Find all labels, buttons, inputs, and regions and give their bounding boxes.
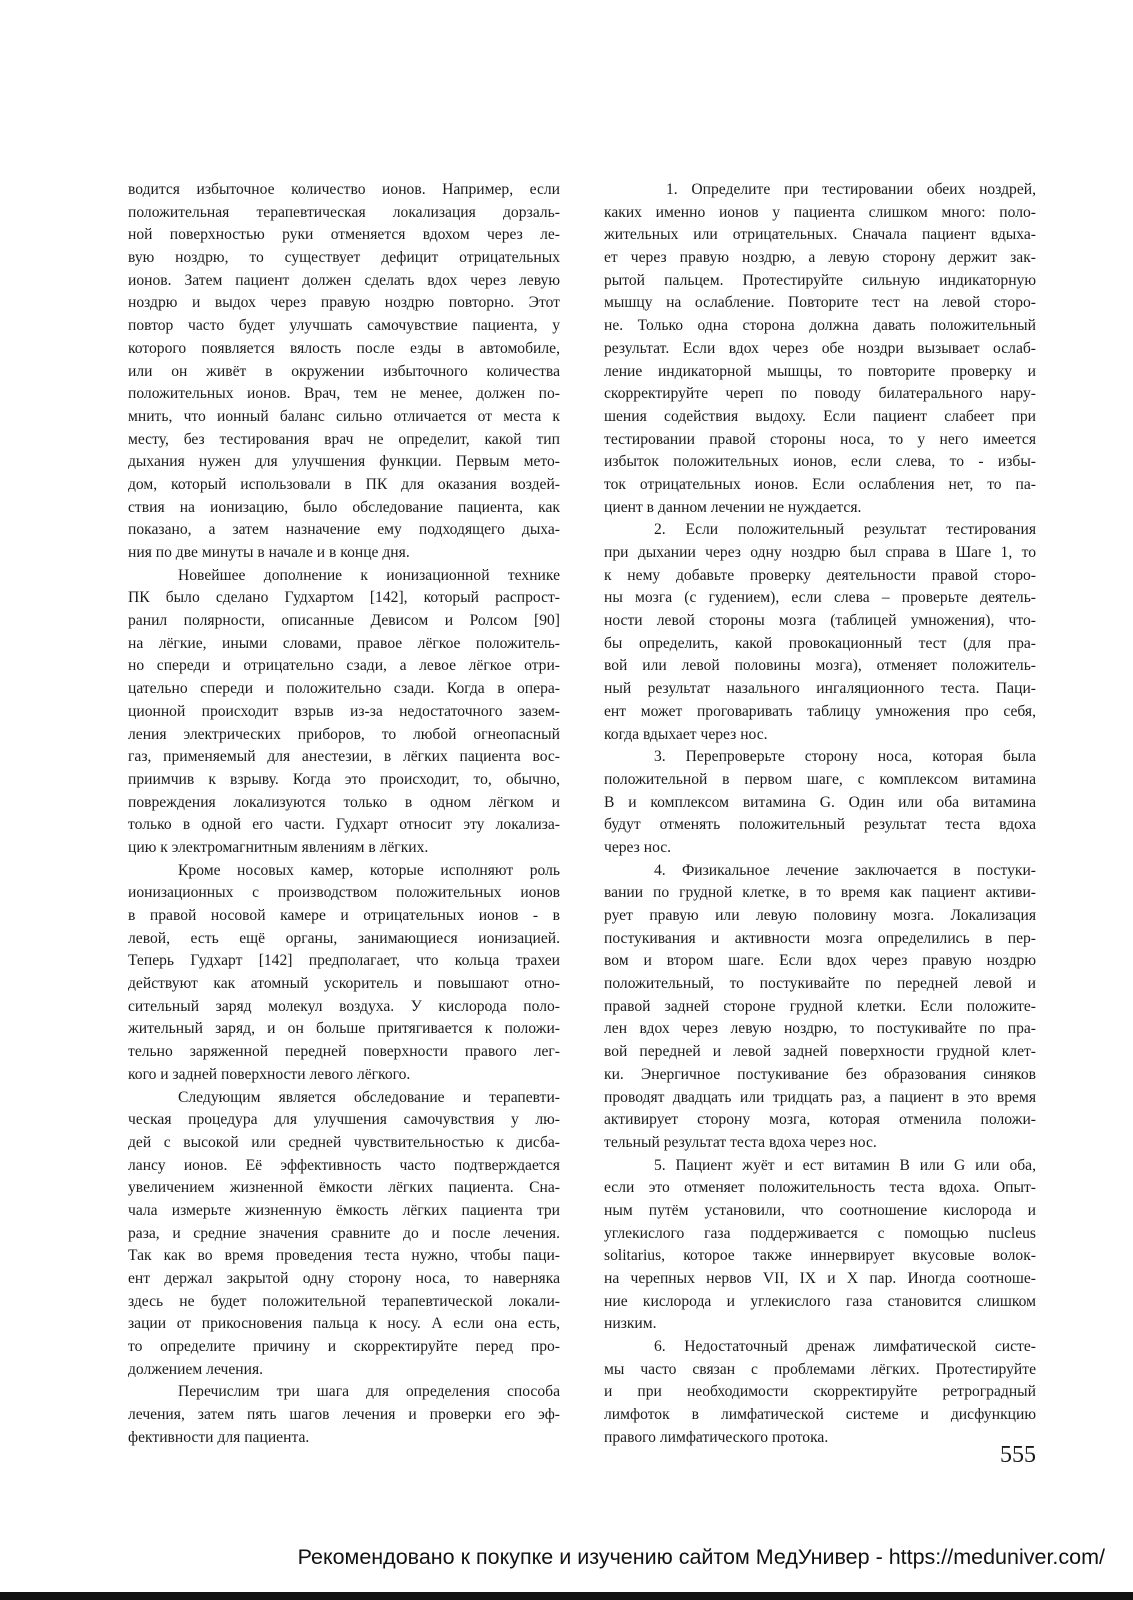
- left-text-column: [128, 179, 560, 1450]
- text-line: ны мозга (с гудением), если слева – проверьте деятель-: [604, 589, 1036, 607]
- text-line: ческая процедура для улучшения самочувствия у лю-: [128, 1111, 560, 1129]
- text-line: ранил полярности, описанные Девисом и Ролсом [90]: [128, 612, 560, 630]
- text-line: solitarius, которое также иннервирует вкусовые волок-: [604, 1247, 1036, 1265]
- text-line: ент может проговаривать таблицу умножения про себя,: [604, 702, 1036, 720]
- text-line: циент в данном лечении не нуждается.: [604, 498, 862, 516]
- text-line: кого и задней поверхности левого лёгкого.: [128, 1065, 411, 1083]
- text-line: тестировании правой стороны носа, то у него имеется: [604, 430, 1036, 448]
- text-line: В и комплексом витамина G. Один или оба витамина: [604, 793, 1036, 811]
- text-line: 2. Если положительный результат тестирования: [654, 521, 1036, 539]
- text-line: постукивания и активности мозга определились в пер-: [604, 929, 1036, 947]
- text-line: ет через правую ноздрю, а левую сторону держит зак-: [604, 249, 1036, 267]
- text-line: ионов. Затем пациент должен сделать вдох через левую: [128, 271, 560, 289]
- text-line: должением лечения.: [128, 1360, 264, 1378]
- text-line: дыхания нужен для улучшения функции. Первым мето-: [128, 453, 560, 471]
- text-line: шения содействия выдоху. Если пациент слабеет при: [604, 407, 1036, 425]
- text-line: раза, и средние значения сравните до и после лечения.: [128, 1224, 560, 1242]
- text-line: на лёгкие, иными словами, правое лёгкое положитель-: [128, 634, 560, 652]
- text-line: лечения, затем пять шагов лечения и проверки его эф-: [128, 1406, 560, 1424]
- text-line: тельный результат теста вдоха через нос.: [604, 1133, 877, 1151]
- text-line: ноздрю и выдох через правую ноздрю повторно. Этот: [128, 294, 560, 312]
- text-line: Так как во время проведения теста нужно, чтобы паци-: [128, 1247, 560, 1265]
- text-line: 3. Перепроверьте сторону носа, которая была: [654, 748, 1036, 766]
- text-line: то определите причину и скорректируйте перед про-: [128, 1338, 560, 1356]
- text-line: действуют как атомный ускоритель и повышают отно-: [128, 975, 560, 993]
- footer-recommendation: Рекомендовано к покупке и изучению сайтом МедУнивер - https://meduniver.com/: [297, 1545, 1105, 1569]
- text-line: вой или левой половины мозга), отменяет положитель-: [604, 657, 1036, 675]
- text-line: здесь не будет положительной терапевтической локали-: [128, 1292, 560, 1310]
- text-line: положительный, то постукивайте по передней левой и: [604, 975, 1036, 993]
- text-line: мнить, что ионный баланс сильно отличается от места к: [128, 407, 560, 425]
- text-line: к нему добавьте проверку деятельности правой сторо-: [604, 566, 1036, 584]
- text-line: скорректируйте череп по поводу билатерального нару-: [604, 385, 1036, 403]
- text-line: положительная терапевтическая локализация дорзаль-: [128, 203, 560, 221]
- text-line: бы определить, какой провокационный тест (для пра-: [604, 634, 1036, 652]
- text-line: показано, а затем назначение ему подходящего дыха-: [128, 521, 560, 539]
- text-line: лен вдох через левую ноздрю, то постукивайте по пра-: [604, 1020, 1036, 1038]
- text-line: левой, есть ещё органы, занимающиеся ионизацией.: [128, 929, 560, 947]
- text-line: Следующим является обследование и терапевти-: [178, 1088, 560, 1106]
- text-line: цательно спереди и положительно сзади. Когда в опера-: [128, 680, 560, 698]
- text-line: ным путём установили, что соотношение кислорода и: [604, 1201, 1036, 1219]
- text-line: в правой носовой камере и отрицательных ионов - в: [128, 907, 560, 924]
- text-line: лансу ионов. Её эффективность часто подтверждается: [128, 1156, 560, 1174]
- text-line: ток отрицательных ионов. Если ослабления нет, то па-: [604, 475, 1036, 493]
- text-line: правой задней стороне грудной клетки. Если положите-: [604, 997, 1036, 1015]
- text-line: если это отменяет положительность теста вдоха. Опыт-: [604, 1179, 1036, 1197]
- text-line: дей с высокой или средней чувствительностью к дисба-: [128, 1133, 560, 1151]
- text-line: ент держал закрытой одну сторону носа, то наверняка: [128, 1270, 560, 1287]
- scan-bottom-edge: [0, 1592, 1133, 1600]
- text-line: 5. Пациент жуёт и ест витамин В или G или оба,: [654, 1156, 1036, 1174]
- text-line: чала измерьте жизненную ёмкость лёгких пациента три: [128, 1201, 560, 1219]
- text-line: положительной в первом шаге, с комплексом витамина: [604, 770, 1036, 788]
- text-line: ки. Энергичное постукивание без образования синяков: [604, 1065, 1036, 1083]
- text-line: ный результат назального ингаляционного теста. Паци-: [604, 680, 1036, 698]
- text-line: приимчив к взрыву. Когда это происходит, то, обычно,: [128, 770, 560, 788]
- text-line: лимфоток в лимфатической системе и дисфункцию: [604, 1406, 1036, 1424]
- text-line: при дыхании через одну ноздрю был справа в Шаге 1, то: [604, 544, 1036, 561]
- text-line: углекислого газа поддерживается с помощью nucleus: [604, 1224, 1036, 1242]
- text-line: низким.: [604, 1315, 657, 1333]
- text-line: увеличением жизненной ёмкости лёгких пациента. Сна-: [128, 1179, 560, 1197]
- text-line: Новейшее дополнение к ионизационной технике: [178, 566, 560, 584]
- text-line: ление индикаторной мышцы, то повторите проверку и: [604, 362, 1036, 380]
- text-line: вую ноздрю, то существует дефицит отрицательных: [128, 249, 560, 267]
- text-line: будут отменять положительный результат теста вдоха: [604, 816, 1036, 834]
- text-line: Теперь Гудхарт [142] предполагает, что кольца трахеи: [128, 952, 560, 970]
- text-line: жительных или отрицательных. Сначала пациент вдыха-: [604, 226, 1036, 244]
- text-line: ционной происходит взрыв из-за недостаточного зазем-: [128, 702, 560, 720]
- text-line: не. Только одна сторона должна давать положительный: [604, 317, 1036, 335]
- text-line: положительных ионов. Врач, тем не менее, должен по-: [128, 385, 560, 403]
- text-line: тельно заряженной передней поверхности правого лег-: [128, 1043, 560, 1061]
- text-line: ствия на ионизацию, было обследование пациента, как: [128, 498, 560, 516]
- text-line: мышцу на ослабление. Повторите тест на левой сторо-: [604, 294, 1036, 312]
- text-line: только в одной его части. Гудхарт относит эту локализа-: [128, 816, 560, 834]
- text-line: ной поверхностью руки отменяется вдохом через ле-: [128, 226, 560, 244]
- page-number: 555: [1000, 1442, 1036, 1468]
- text-line: но спереди и отрицательно сзади, а левое лёгкое отри-: [128, 657, 560, 675]
- text-line: Перечислим три шага для определения способа: [178, 1383, 560, 1401]
- text-line: вом и втором шаге. Если вдох через правую ноздрю: [604, 952, 1036, 970]
- text-line: месту, без тестирования врач не определит, какой тип: [128, 430, 560, 448]
- text-line: и при необходимости скорректируйте ретроградный: [604, 1383, 1036, 1401]
- text-line: сительный заряд молекул воздуха. У кислорода поло-: [128, 997, 560, 1015]
- text-line: правого лимфатического протока.: [604, 1428, 829, 1446]
- text-line: дом, который использовали в ПК для оказания воздей-: [128, 475, 560, 493]
- text-line: фективности для пациента.: [128, 1428, 310, 1446]
- text-line: Кроме носовых камер, которые исполняют роль: [178, 861, 560, 879]
- text-line: жительный заряд, и он больше притягивается к положи-: [128, 1020, 560, 1038]
- text-line: ПК было сделано Гудхартом [142], который распрост-: [128, 589, 560, 607]
- text-line: через нос.: [604, 838, 672, 856]
- text-line: мы часто связан с проблемами лёгких. Протестируйте: [604, 1360, 1036, 1378]
- text-line: ионизационных с производством положительных ионов: [128, 884, 560, 902]
- text-line: когда вдыхает через нос.: [604, 725, 768, 743]
- text-line: вой передней и левой задней поверхности грудной клет-: [604, 1043, 1036, 1061]
- text-line: повреждения локализуются только в одном лёгком и: [128, 793, 560, 811]
- text-line: водится избыточное количество ионов. Например, если: [128, 181, 560, 198]
- text-line: цию к электромагнитным явлениям в лёгких.: [128, 838, 429, 856]
- text-line: газ, применяемый для анестезии, в лёгких пациента вос-: [128, 748, 560, 766]
- text-line: зации от прикосновения пальца к носу. А если она есть,: [128, 1315, 560, 1333]
- text-line: вании по грудной клетке, в то время как пациент активи-: [604, 884, 1036, 902]
- text-line: повтор часто будет улучшать самочувствие пациента, у: [128, 317, 560, 335]
- text-line: проводят двадцать или тридцать раз, а пациент в это время: [604, 1088, 1036, 1106]
- text-line: 1. Определите при тестировании обеих ноздрей,: [666, 181, 1036, 198]
- text-line: ние кислорода и углекислого газа становится слишком: [604, 1292, 1036, 1310]
- text-line: результат. Если вдох через обе ноздри вызывает ослаб-: [604, 339, 1036, 357]
- text-line: которого появляется вялость после езды в автомобиле,: [128, 339, 560, 357]
- text-line: 4. Физикальное лечение заключается в постуки-: [654, 861, 1036, 879]
- text-line: избыток положительных ионов, если слева, то - избы-: [604, 453, 1036, 471]
- text-line: рытой пальцем. Протестируйте сильную индикаторную: [604, 271, 1036, 289]
- text-line: активирует сторону мозга, которая отменила положи-: [604, 1111, 1036, 1129]
- text-line: 6. Недостаточный дренаж лимфатической систе-: [654, 1338, 1036, 1356]
- text-line: каких именно ионов у пациента слишком много: поло-: [604, 203, 1036, 221]
- text-line: на черепных нервов VII, IX и X пар. Иногда соотноше-: [604, 1270, 1036, 1287]
- text-line: рует правую или левую половину мозга. Локализация: [604, 907, 1036, 924]
- text-line: ности левой стороны мозга (таблицей умножения), что-: [604, 612, 1036, 630]
- text-line: или он живёт в окружении избыточного количества: [128, 362, 560, 380]
- right-text-column: [604, 179, 1036, 1450]
- text-line: ния по две минуты в начале и в конце дня.: [128, 544, 410, 561]
- text-line: ления электрических приборов, то любой огнеопасный: [128, 725, 560, 743]
